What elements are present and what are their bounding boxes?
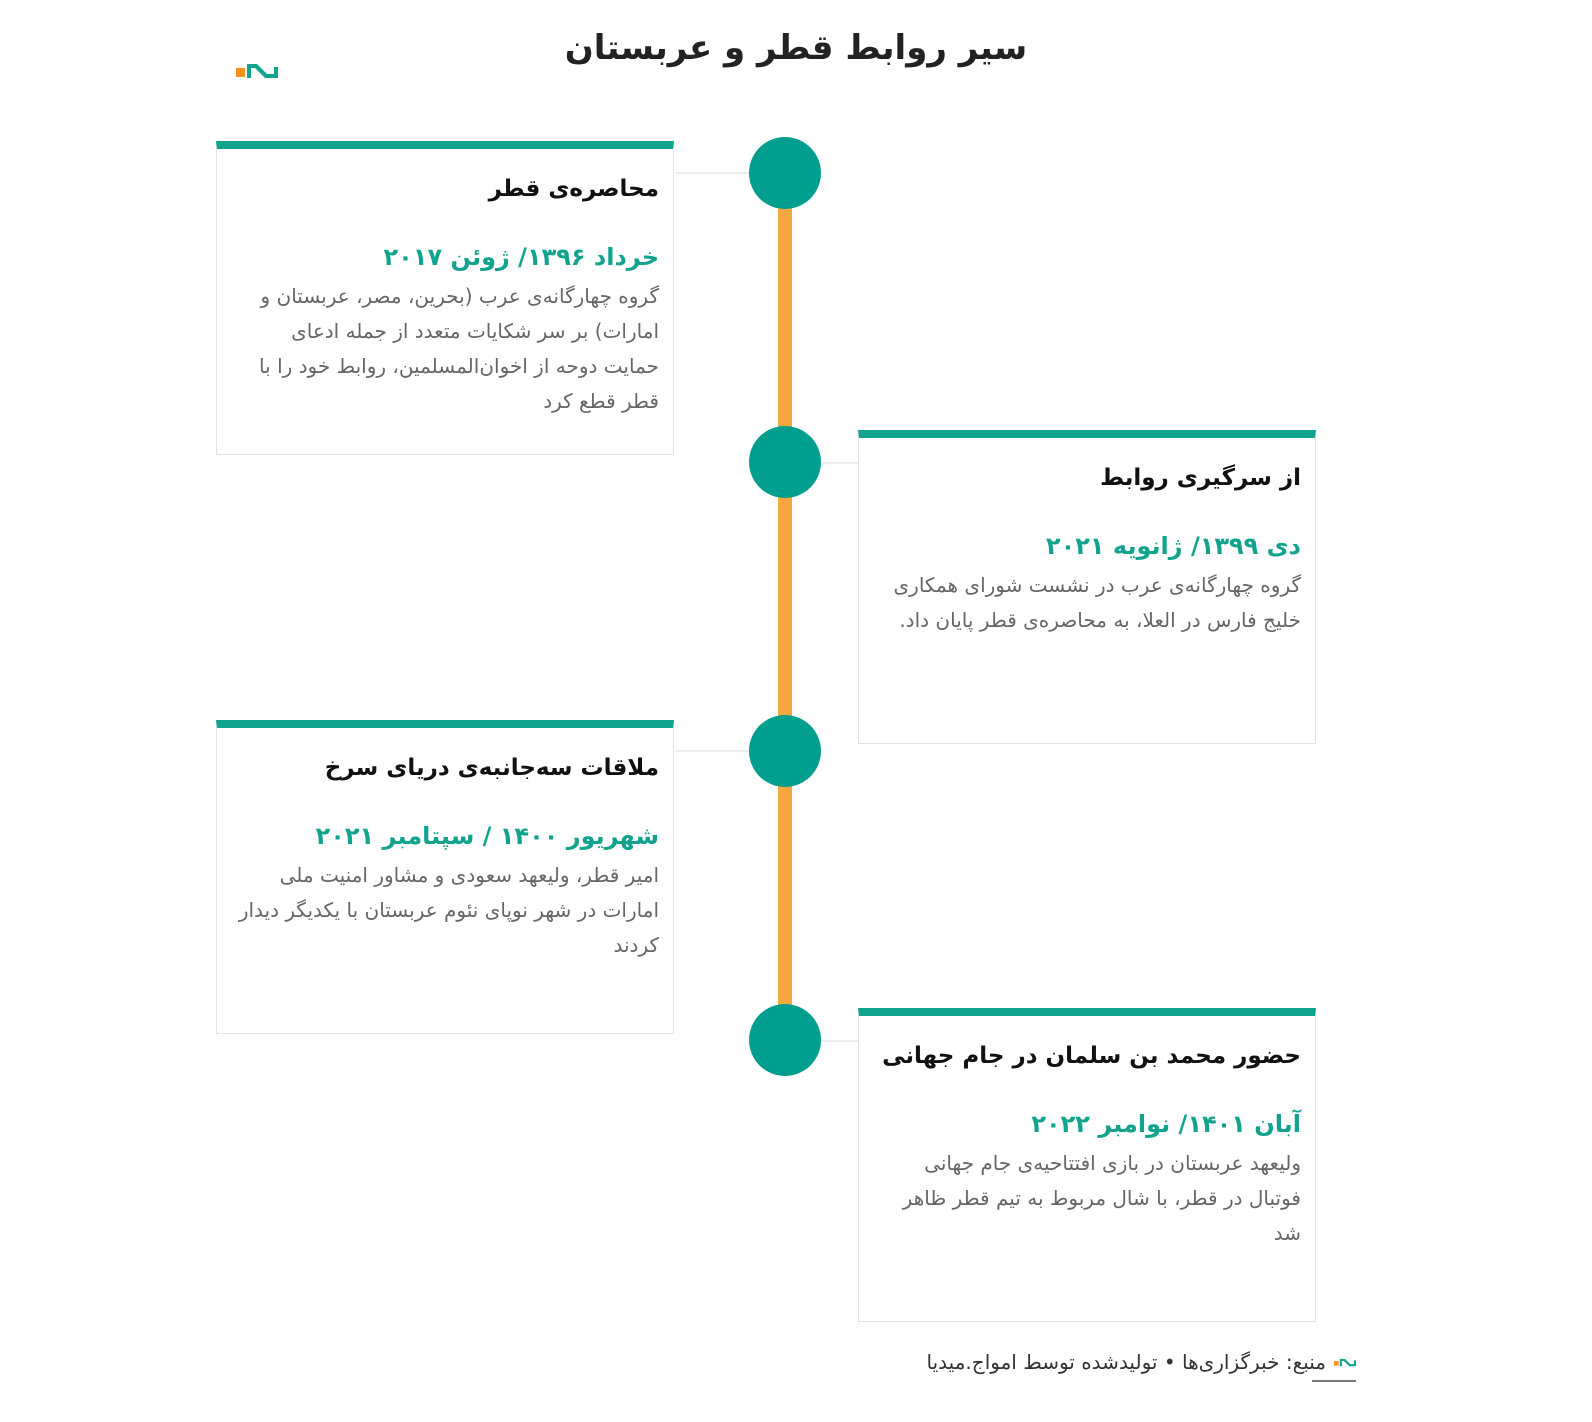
amwaj-logo-icon bbox=[236, 58, 278, 82]
page-title: سیر روابط قطر و عربستان bbox=[564, 28, 1028, 68]
event-title: از سرگیری روابط bbox=[1100, 465, 1301, 491]
event-description: امیر قطر، ولیعهد سعودی و مشاور امنیت ملی امارات در شهر نوپای نئوم عربستان با یکدیگر دیدار کردند bbox=[238, 863, 659, 957]
timeline-connector bbox=[820, 1040, 858, 1042]
timeline-connector bbox=[820, 462, 858, 464]
timeline-connector bbox=[676, 172, 750, 174]
event-title: محاصره‌ی قطر bbox=[488, 176, 659, 202]
event-card-qatar-blockade bbox=[216, 141, 674, 455]
event-date: آبان ۱۴۰۱/ نوامبر ۲۰۲۲ bbox=[1031, 1110, 1301, 1138]
source-text: منبع: خبرگزاری‌ها • تولیدشده توسط امواج.میدیا bbox=[926, 1350, 1326, 1374]
event-title: ملاقات سه‌جانبه‌ی دریای سرخ bbox=[324, 755, 659, 781]
event-card-resumed-relations bbox=[858, 430, 1316, 744]
event-card-red-sea-meeting bbox=[216, 720, 674, 1034]
event-date: خرداد ۱۳۹۶/ ژوئن ۲۰۱۷ bbox=[383, 243, 659, 271]
timeline-line bbox=[778, 172, 792, 1040]
timeline-node bbox=[749, 1004, 821, 1076]
event-card-world-cup bbox=[858, 1008, 1316, 1322]
timeline-node bbox=[749, 137, 821, 209]
event-title: حضور محمد بن سلمان در جام جهانی bbox=[882, 1043, 1301, 1069]
timeline-node bbox=[749, 426, 821, 498]
source-underline bbox=[1312, 1380, 1356, 1382]
amwaj-logo-icon bbox=[1334, 1355, 1356, 1369]
source-credit bbox=[900, 1342, 1356, 1382]
event-date: دی ۱۳۹۹/ ژانویه ۲۰۲۱ bbox=[1045, 532, 1301, 560]
event-description: ولیعهد عربستان در بازی افتتاحیه‌ی جام جهانی فوتبال در قطر، با شال مربوط به تیم قطر ظاهر شد bbox=[902, 1151, 1301, 1245]
event-description: گروه چهارگانه‌ی عرب در نشست شورای همکاری خلیج فارس در العلا، به محاصره‌ی قطر پایان داد. bbox=[893, 573, 1301, 632]
event-description: گروه چهارگانه‌ی عرب (بحرین، مصر، عربستان و امارات) بر سر شکایات متعدد از جمله ادعای حمایت دوحه از اخوان‌المسلمین، روابط خود را با قطر قطع کرد bbox=[259, 284, 659, 413]
timeline-connector bbox=[676, 750, 750, 752]
timeline-node bbox=[749, 715, 821, 787]
event-date: شهریور ۱۴۰۰ / سپتامبر ۲۰۲۱ bbox=[315, 822, 659, 850]
